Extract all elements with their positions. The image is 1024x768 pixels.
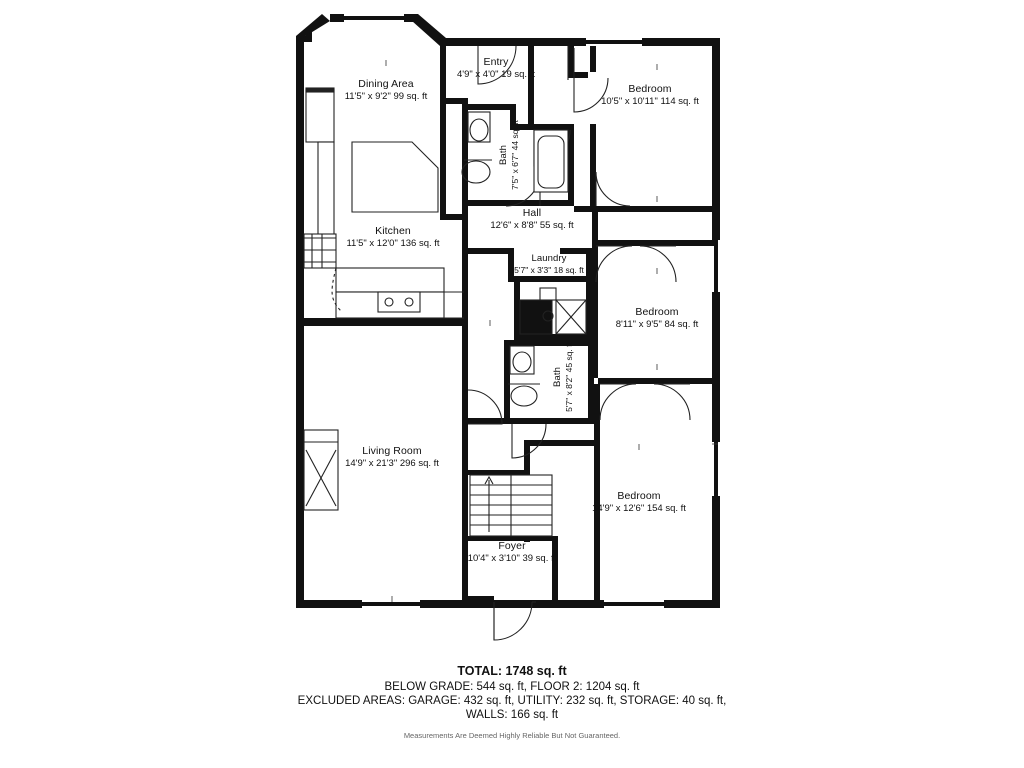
room-dimensions: 8'11" x 9'5" 84 sq. ft <box>615 318 699 330</box>
room-label <box>498 120 520 190</box>
room-label <box>468 540 557 564</box>
room-name: Entry <box>483 55 509 68</box>
excluded-areas-line-1: EXCLUDED AREAS: GARAGE: 432 sq. ft, UTILITY: 232 sq. ft, STORAGE: 40 sq. ft, <box>297 695 727 707</box>
room-name: Bath <box>498 145 510 165</box>
room-name: Bedroom <box>635 305 679 318</box>
room-name: Bath <box>552 367 564 387</box>
room-name: Laundry <box>531 253 567 265</box>
room-label <box>490 207 573 231</box>
room-dimensions: 11'5" x 9'2" 99 sq. ft <box>344 90 428 102</box>
room-label <box>457 56 535 80</box>
disclaimer: Measurements Are Deemed Highly Reliable But Not Guaranteed. <box>403 731 621 740</box>
room-name: Living Room <box>362 444 422 457</box>
fireplace <box>304 430 338 510</box>
room-name: Dining Area <box>358 77 414 90</box>
room-dimensions: 7'5" x 6'7" 44 sq. ft <box>509 120 520 190</box>
room-label <box>345 445 439 469</box>
area-summary <box>0 664 1024 740</box>
room-dimensions: 10'5" x 10'11" 114 sq. ft <box>601 95 699 107</box>
stairs <box>470 475 552 536</box>
room-name: Foyer <box>498 539 526 552</box>
room-dimensions: 14'9" x 21'3" 296 sq. ft <box>345 457 439 469</box>
excluded-areas-line-2: WALLS: 166 sq. ft <box>465 709 559 721</box>
room-label <box>552 342 574 412</box>
room-dimensions: 5'7" x 3'3" 18 sq. ft <box>514 264 584 275</box>
room-label <box>346 225 439 249</box>
room-dimensions: 5'7" x 8'2" 45 sq. ft <box>563 342 574 412</box>
room-name: Hall <box>522 206 542 219</box>
room-name: Bedroom <box>628 82 672 95</box>
room-label <box>601 83 699 107</box>
room-name: Kitchen <box>375 224 411 237</box>
room-name: Bedroom <box>617 489 661 502</box>
room-dimensions: 10'4" x 3'10" 39 sq. ft <box>467 552 557 564</box>
room-label <box>592 490 686 514</box>
room-label <box>514 253 584 275</box>
room-dimensions: 4'9" x 4'0" 19 sq. ft <box>457 68 535 80</box>
room-dimensions: 11'5" x 12'0" 136 sq. ft <box>346 237 440 249</box>
room-dimensions: 14'9" x 12'6" 154 sq. ft <box>592 502 686 514</box>
room-dimensions: 12'6" x 8'8" 55 sq. ft <box>490 219 574 231</box>
grade-breakdown: BELOW GRADE: 544 sq. ft, FLOOR 2: 1204 sq. ft <box>384 681 640 693</box>
total-area: TOTAL: 1748 sq. ft <box>457 664 567 678</box>
room-label <box>345 78 428 102</box>
room-label <box>616 306 699 330</box>
